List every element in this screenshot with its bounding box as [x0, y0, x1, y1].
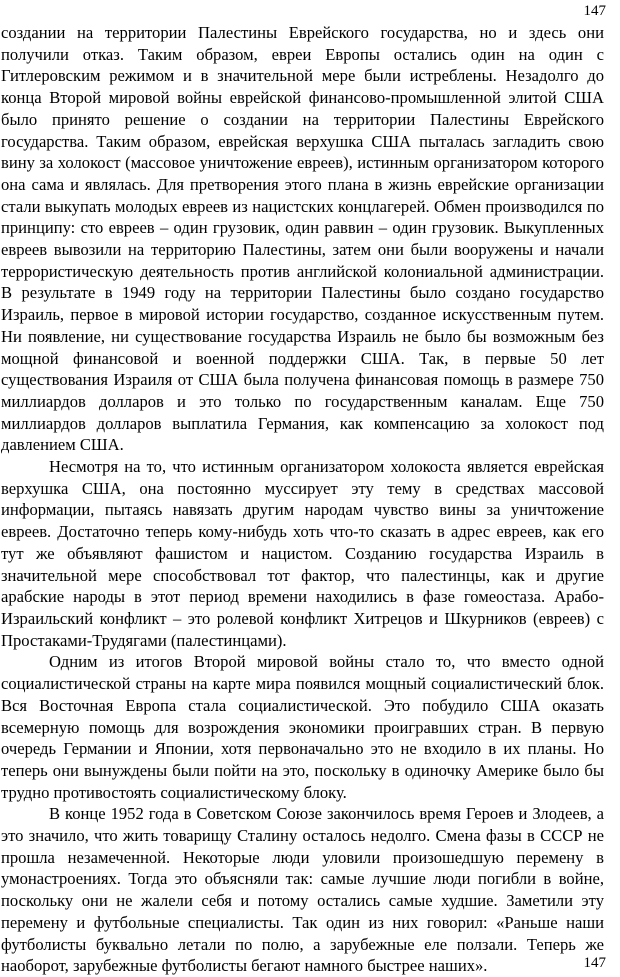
- paragraph: Несмотря на то, что истинным организатором холокоста является еврейская верхушка США, она постоянно муссирует эту тему в средствах массовой информации, пытаясь навязать другим народам чувство вины за уничтожение евреев. Достаточно теперь кому-нибудь хоть что-то сказать в адрес евреев, как его тут же объявляют фашистом и нацистом. Созданию государства Израиль в значительной мере способствовал тот фактор, что палестинцы, как и другие арабские народы в этот период времени находились в фазе гомеостаза. Арабо-Израильский конфликт – это ролевой конфликт Хитрецов и Шкурников (евреев) с Простаками-Трудягами (палестинцами).: [1, 457, 604, 650]
- paragraph: создании на территории Палестины Еврейского государства, но и здесь они получили отказ. Таким образом, евреи Европы остались один на один с Гитлеровским режимом и в значительной мере были истреблены. Незадолго до конца Второй мировой войны еврейской финансово-промышленной элитой США было принято решение о создании на территории Палестины Еврейского государства. Таким образом, еврейская верхушка США пыталась загладить свою вину за холокост (массовое уничтожение евреев), истинным организатором которого она сама и являлась. Для претворения этого плана в жизнь еврейские организации стали выкупать молодых евреев из нацистских концлагерей. Обмен производился по принципу: сто евреев – один грузовик, один раввин – один грузовик. Выкупленных евреев вывозили на территорию Палестины, затем они были вооружены и начали террористическую деятельность против английской колониальной администрации. В результате в 1949 году на территории Палестины было создано государство Израиль, первое в мировой истории государство, созданное искусственным путем. Ни появление, ни существование государства Израиль не было бы возможным без мощной финансовой и военной поддержки США. Так, в первые 50 лет существования Израиля от США была получена финансовая помощь в размере 750 миллиардов долларов и это только по государственным каналам. Еще 750 миллиардов долларов выплатила Германия, как компенсацию за холокост под давлением США.: [1, 23, 604, 455]
- paragraph: Одним из итогов Второй мировой войны стало то, что вместо одной социалистической страны на карте мира появился мощный социалистический блок. Вся Восточная Европа стала социалистической. Это побудило США оказать всемерную помощь для возрождения экономики проигравших стран. В первую очередь Германии и Японии, хотя первоначально это не входило в их планы. Но теперь они вынуждены были пойти на это, поскольку в одиночку Америке было бы трудно противостоять социалистическому блоку.: [1, 652, 604, 802]
- body-text: [1, 22, 604, 977]
- paragraph: В конце 1952 года в Советском Союзе закончилось время Героев и Злодеев, а это значило, что жить товарищу Сталину осталось недолго. Смена фазы в СССР не прошла незамеченной. Некоторые люди уловили произошедшую перемену в умонастроениях. Тогда это объясняли так: самые лучшие люди погибли в войне, поскольку они не жалели себя и потому остались самые худшие. Заметили эту перемену и футбольные специалисты. Так один из них говорил: «Раньше наши футболисты буквально летали по полю, а зарубежные еле ползали. Теперь же наоборот, зарубежные футболисты бегают намного быстрее наших».: [1, 804, 604, 976]
- page-number-top: 147: [583, 3, 606, 19]
- page-number-bottom: 147: [583, 955, 606, 971]
